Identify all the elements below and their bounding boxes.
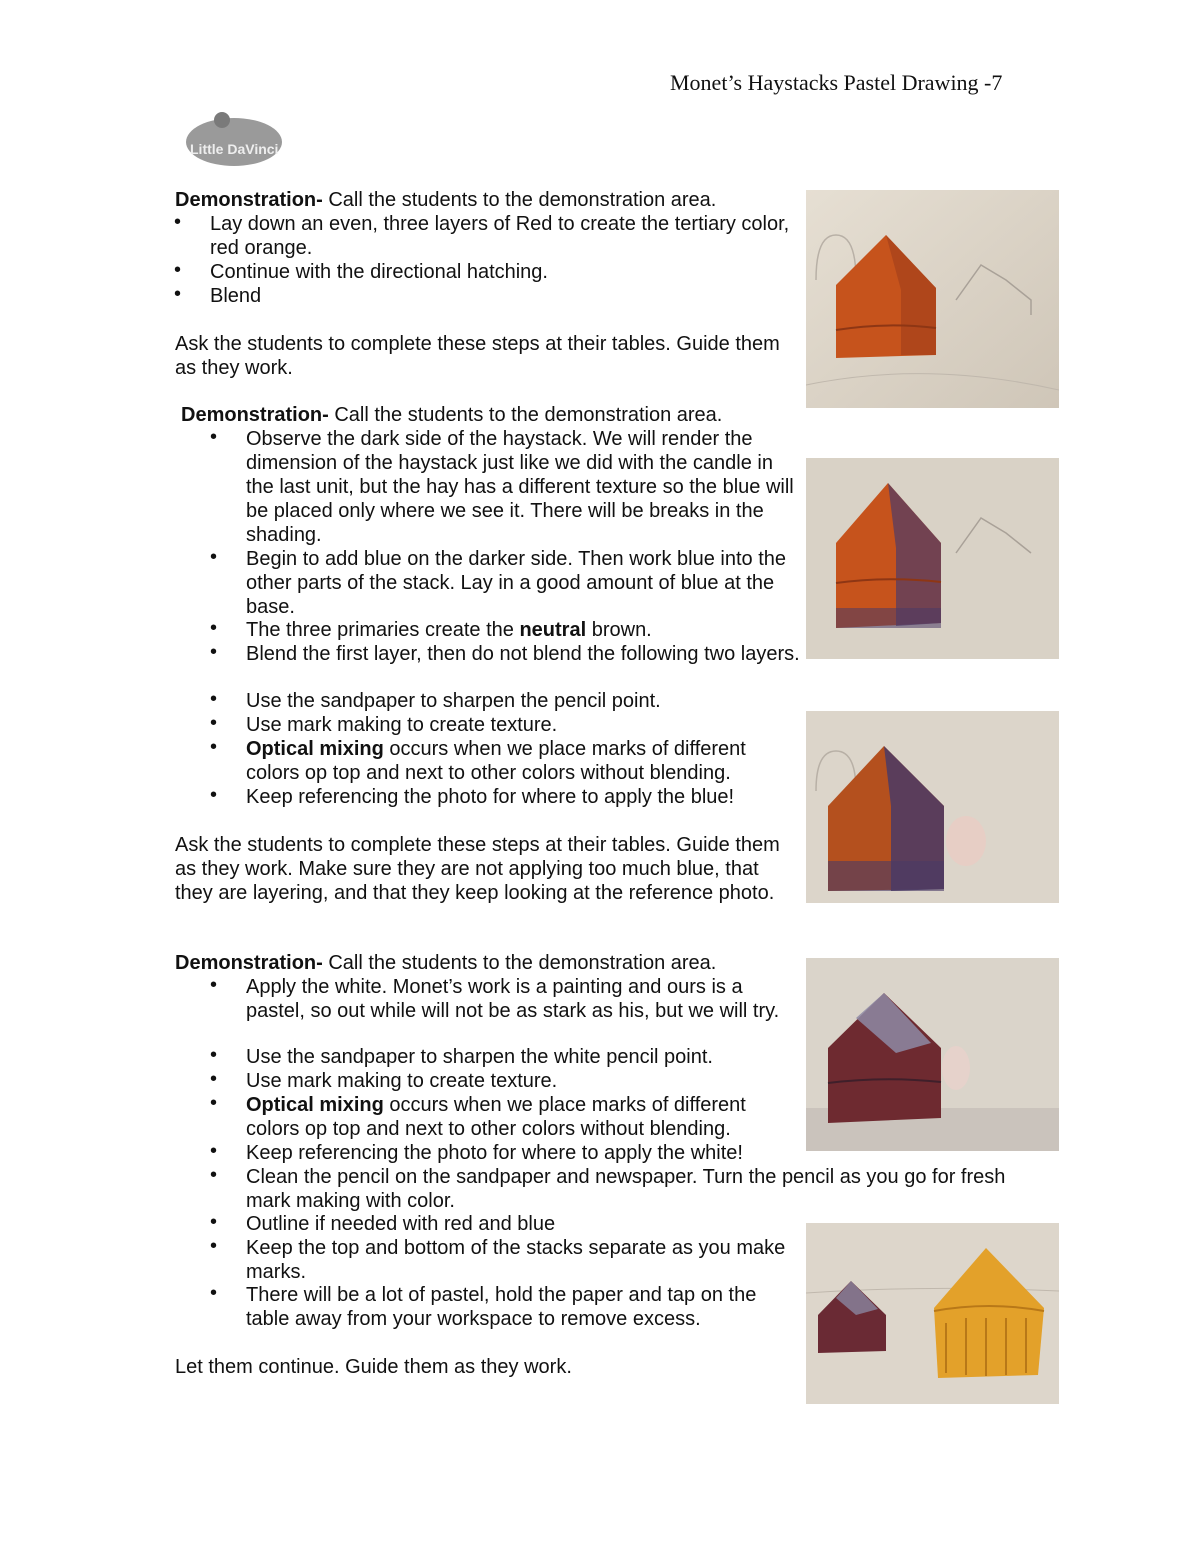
- list-item-bold: Optical mixing: [246, 1094, 384, 1116]
- bullet-dot: •: [174, 211, 182, 233]
- bullet-dot: •: [174, 283, 182, 305]
- haystack-photo-step-2: [806, 458, 1059, 659]
- haystack-photo-step-5: [806, 1223, 1059, 1404]
- list-item: [210, 641, 801, 666]
- haystack-photo-step-3: [806, 711, 1059, 903]
- list-item-text: Use mark making to create texture.: [246, 1070, 558, 1092]
- list-item-text: Blend: [210, 285, 262, 307]
- list-item-text: occurs when we place marks of different colors op top and next to other colors without blending.: [246, 738, 746, 784]
- list-item-text: brown.: [586, 619, 652, 641]
- list-item-text: Clean the pencil on the sandpaper and newspaper. Turn the pencil as you go for fresh mark making with color.: [246, 1166, 1006, 1212]
- bullet-dot: •: [210, 1211, 218, 1233]
- list-item-text: Keep the top and bottom of the stacks separate as you make marks.: [246, 1237, 786, 1283]
- list-item: [174, 283, 800, 308]
- list-item: [210, 712, 801, 737]
- list-item-text: The three primaries create the: [246, 619, 520, 641]
- bullet-dot: •: [210, 1140, 218, 1162]
- section1-lead-bold: Demonstration-: [175, 189, 323, 211]
- svg-text:Little DaVinci: Little DaVinci: [190, 141, 279, 157]
- bullet-dot: •: [210, 1164, 218, 1186]
- list-item-text: Keep referencing the photo for where to apply the blue!: [246, 786, 735, 808]
- list-item-text: Blend the first layer, then do not blend the following two layers.: [246, 643, 800, 665]
- section3-lead-bold: Demonstration-: [175, 952, 323, 974]
- list-item: [210, 736, 801, 785]
- section2-lead-bold: Demonstration-: [181, 404, 329, 426]
- page-header: Monet’s Haystacks Pastel Drawing -7: [670, 70, 1003, 95]
- section3-lead-rest: Call the students to the demonstration area.: [322, 952, 717, 974]
- bullet-dot: •: [210, 1068, 218, 1090]
- bullet-dot: •: [210, 546, 218, 568]
- list-item-text: Apply the white. Monet’s work is a painting and ours is a pastel, so out while will not be as stark as his, but we will try.: [246, 976, 780, 1022]
- section1-lead-rest: Call the students to the demonstration area.: [322, 189, 717, 211]
- list-item-bold: neutral: [519, 619, 587, 641]
- list-item-text: occurs when we place marks of different colors op top and next to other colors without blending.: [246, 1094, 746, 1140]
- list-item-text: Use the sandpaper to sharpen the white pencil point.: [246, 1046, 713, 1068]
- bullet-dot: •: [210, 1282, 218, 1304]
- list-item: [210, 974, 796, 1023]
- bullet-dot: •: [210, 641, 218, 663]
- bullet-dot: •: [210, 712, 218, 734]
- section3-closing: Let them continue. Guide them as they work.: [175, 1356, 572, 1378]
- list-item: [210, 1282, 796, 1331]
- list-item: [210, 1068, 796, 1093]
- section3-lead: [175, 951, 716, 975]
- list-item-bold: Optical mixing: [246, 738, 384, 760]
- list-item-text: There will be a lot of pastel, hold the paper and tap on the table away from your workspace to remove excess.: [246, 1284, 757, 1330]
- list-item: [174, 259, 800, 284]
- little-davinci-logo: [184, 110, 284, 170]
- haystack-photo-step-1: [806, 190, 1059, 408]
- section1-lead: [175, 188, 716, 212]
- list-item: [210, 688, 801, 713]
- list-item: [210, 784, 801, 809]
- list-item: [210, 426, 801, 547]
- bullet-dot: •: [210, 1092, 218, 1114]
- bullet-dot: •: [210, 426, 218, 448]
- list-item: [210, 1092, 796, 1141]
- list-item: [210, 1211, 796, 1236]
- list-item: [210, 1044, 796, 1069]
- haystack-photo-step-4: [806, 958, 1059, 1151]
- list-item-text: Keep referencing the photo for where to apply the white!: [246, 1142, 743, 1164]
- bullet-dot: •: [210, 617, 218, 639]
- section2-lead-rest: Call the students to the demonstration area.: [328, 404, 723, 426]
- list-item: [210, 1164, 1036, 1213]
- bullet-dot: •: [210, 784, 218, 806]
- list-item-text: Lay down an even, three layers of Red to create the tertiary color, red orange.: [210, 213, 790, 259]
- section2-lead: [181, 403, 722, 427]
- list-item-text: Begin to add blue on the darker side. Then work blue into the other parts of the stack. Lay in a good amount of blue at the base.: [246, 548, 786, 618]
- list-item: [210, 617, 801, 642]
- list-item-text: Use the sandpaper to sharpen the pencil point.: [246, 690, 661, 712]
- list-item: [174, 211, 800, 260]
- list-item: [210, 546, 801, 619]
- bullet-dot: •: [210, 1235, 218, 1257]
- bullet-dot: •: [174, 259, 182, 281]
- list-item-text: Continue with the directional hatching.: [210, 261, 548, 283]
- list-item-text: Outline if needed with red and blue: [246, 1213, 556, 1235]
- bullet-dot: •: [210, 688, 218, 710]
- list-item-text: Use mark making to create texture.: [246, 714, 558, 736]
- section2-closing: Ask the students to complete these steps at their tables. Guide them as they work. Make sure they are not applying too much blue, that they are layering, and that they keep looking at the reference photo.: [175, 834, 780, 904]
- list-item: [210, 1140, 806, 1165]
- list-item-text: Observe the dark side of the haystack. We will render the dimension of the haystack just like we did with the candle in the last unit, but the hay has a different texture so the blue will be placed only where we see it. There will be breaks in the shading.: [246, 428, 794, 546]
- section1-closing: Ask the students to complete these steps at their tables. Guide them as they work.: [175, 333, 780, 379]
- bullet-dot: •: [210, 736, 218, 758]
- list-item: [210, 1235, 796, 1284]
- bullet-dot: •: [210, 974, 218, 996]
- bullet-dot: •: [210, 1044, 218, 1066]
